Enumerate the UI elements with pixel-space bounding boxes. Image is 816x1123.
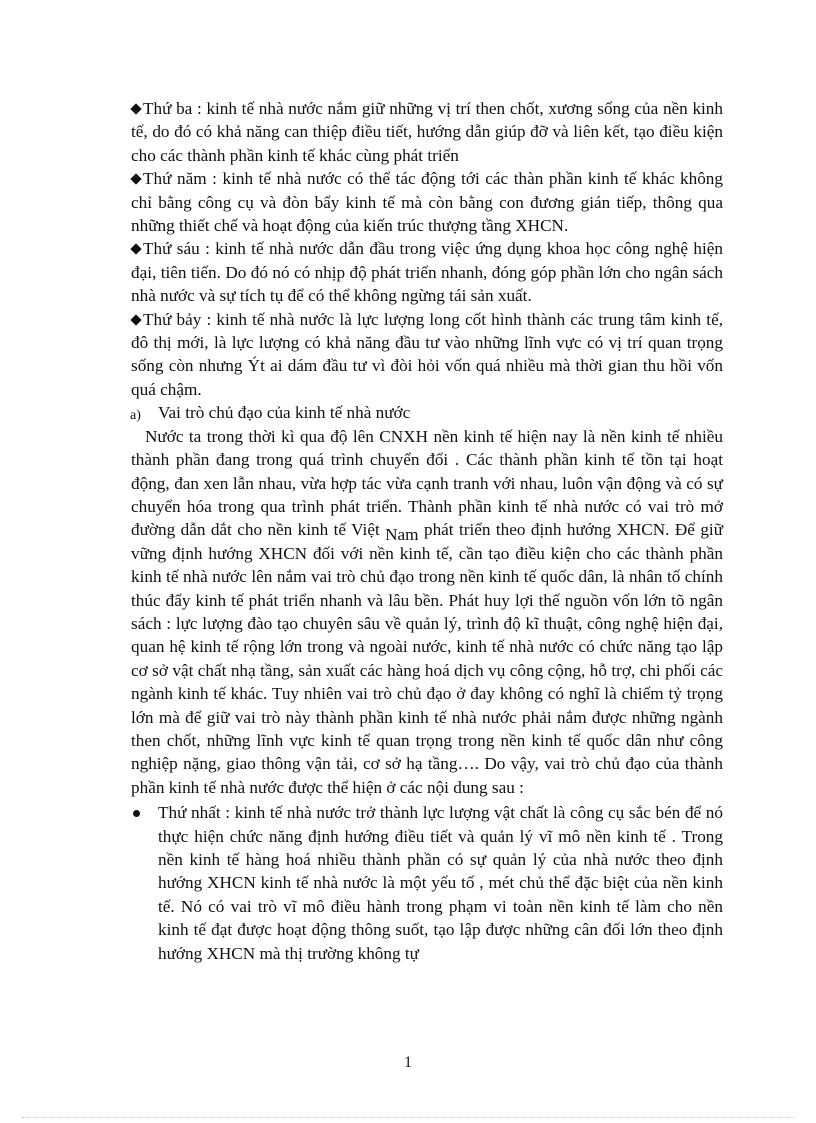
paragraph-thu-ba (131, 97, 723, 167)
paragraph-thu-nam (131, 167, 723, 237)
body-text-nam: Nam (385, 525, 419, 545)
bullet-item-thu-nhat (131, 801, 723, 965)
section-marker: a) (130, 408, 141, 424)
paragraph-text: Thứ bảy : kinh tế nhà nước là lực lượng long cốt hình thành các trung tâm kinh tế, đô thị mới, là lực lượng có khả năng đầu tư vào những lĩnh vực có vị trí quan trọng sống còn nhưng Ýt ai dám đầu tư vì đòi hỏi vốn quá nhiều mà thời gian thu hồi vốn quá chậm. (131, 309, 723, 399)
paragraph-thu-sau (131, 237, 723, 307)
page-number: 1 (404, 1054, 412, 1071)
paragraph-thu-bay (131, 308, 723, 402)
diamond-bullet-icon (130, 244, 141, 255)
page-bottom-divider (22, 1117, 794, 1118)
body-text-part-2: phát triển theo định hướng XHCN. Để giữ vững định hướng XHCN đối với nền kinh tế, cần tạo điều kiện cho các thành phần kinh tế nhà nước lên nắm vai trò chủ đạo trong nền kinh tế quốc dân, là nhân tố chính thúc đẩy kinh tế phát triển nhanh và lâu bền. Phát huy lợi thế nguồn vốn lớn tõ ngân sách : lực lượng đào tạo chuyên sâu về quản lý, trình độ kĩ thuật, công nghệ hiện đại, quan hệ kinh tế rộng lớn trong và ngoài nước, kinh tế nhà nước có chức năng tạo lập cơ sở vật chất nhạ tầng, sản xuất các hàng hoá dịch vụ công cộng, hỗ trợ, chi phối các ngành kinh tế khác. Tuy nhiên vai trò chủ đạo ở đay không có nghĩ là chiếm tỷ trọng lớn mà để giữ vai trò này thành phần kinh tế nhà nước phải nắm được những ngành then chốt, những lĩnh vực kinh tế quan trọng trong nền kinh tế quốc dân như công nghiệp nặng, giao thông vận tải, cơ sở hạ tầng…. Do vậy, vai trò chủ đạo của thành phần kinh tế nhà nước được thể hiện ở các nội dung sau : (131, 520, 724, 797)
diamond-bullet-icon (130, 174, 141, 185)
paragraph-text: Thứ năm : kinh tế nhà nước có thể tác động tới các thàn phần kinh tế khác không chỉ bằng công cụ và đòn bẩy kinh tế mà còn bằng con đương gián tiếp, thông qua những thiết chế và hoạt động của kiến trúc thượng tầng XHCN. (131, 169, 723, 236)
body-paragraph (131, 425, 723, 800)
bullet-dot-icon (133, 810, 140, 817)
page-content (131, 97, 723, 965)
diamond-bullet-icon (130, 314, 141, 325)
section-heading (131, 401, 723, 424)
paragraph-text: Thứ ba : kinh tế nhà nước nắm giữ những vị trí then chốt, xương sống của nền kinh tế, do đó có khả năng can thiệp điều tiết, hướng dẫn giúp đỡ và liên kết, tạo điều kiện cho các thành phần kinh tế khác cùng phát triển (131, 99, 723, 165)
paragraph-text: Thứ sáu : kinh tế nhà nước dẫn đầu trong việc ứng dụng khoa học công nghệ hiện đại, tiên tiến. Do đó nó có nhịp độ phát triển nhanh, đóng góp phần lớn cho ngân sách nhà nước và sự tích tụ để có thể không ngừng tái sản xuất. (131, 239, 723, 306)
body-text-part-1: Nước ta trong thời kì qua độ lên CNXH nền kinh tế hiện nay là nền kinh tế nhiều thành phần đang trong quá trình chuyển đổi . Các thành phần kinh tế tồn tại hoạt động, đan xen lẫn nhau, vừa hợp tác vừa cạnh tranh với nhau, luôn vận động và có sự chuyển hóa trong qua trình phát triển. Thành phần kinh tế nhà nước có vai trò mở đường dẫn dắt cho nền kinh tế Việt (131, 426, 723, 540)
section-title: Vai trò chủ đạo của kinh tế nhà nước (158, 403, 411, 423)
diamond-bullet-icon (130, 103, 141, 114)
bullet-text: Thứ nhất : kinh tế nhà nước trở thành lực lượng vật chất là công cụ sắc bén để nó thực hiện chức năng định hướng điều tiết và quản lý vĩ mô nền kinh tế . Trong nền kinh tế hàng hoá nhiều thành phần có sự quản lý của nhà nước theo định hướng XHCN kinh tế nhà nước là một yếu tố , mét chủ thể đặc biệt của nền kinh tế. Nó có vai trò vĩ mô điều hành trong phạm vi toàn nền kinh tế làm cho nền kinh tế đạt được hoạt động thông suốt, tạo lập được những cân đối lớn theo định hướng XHCN mà thị trường không tự (158, 803, 723, 963)
